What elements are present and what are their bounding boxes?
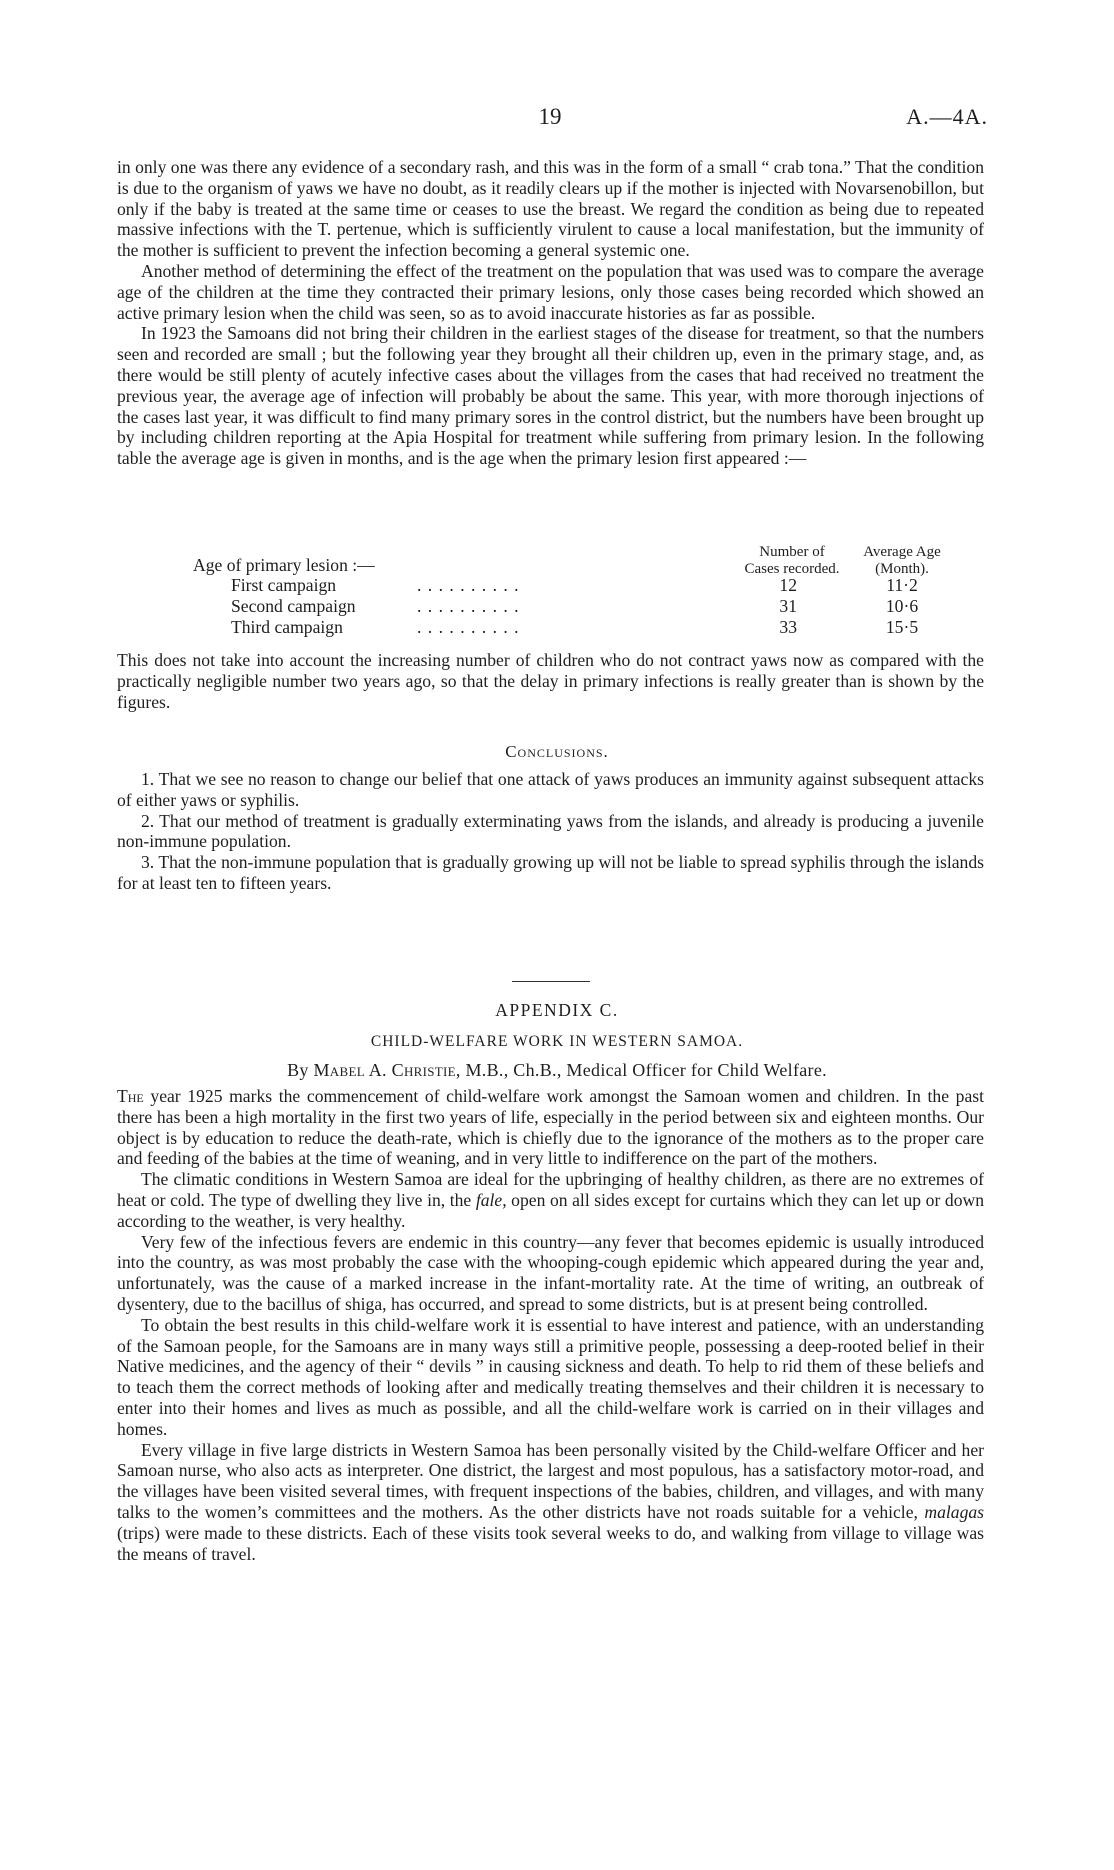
conclusions-list <box>117 769 984 894</box>
author-byline <box>0 1060 1114 1081</box>
conclusions-heading: Conclusions. <box>505 742 609 761</box>
paragraph-text: year 1925 marks the commencement of child-welfare work amongst the Samoan women and children. In the past there has been a high mortality in the first two years of life, especially in the period between six and eighteen months. Our object is by education to reduce the death-rate, which is chiefly due to the ignorance of the mothers as to the proper care and feeding of the babies at the time of weaning, and in very little to indifference on the part of the mothers. <box>117 1086 984 1169</box>
leader-dots: . . . . . . . . . . <box>417 575 520 595</box>
paragraph-infectious-fevers: Very few of the infectious fevers are endemic in this country—any fever that becomes epidemic is usually introduced into the country, as was most probably the case with the whooping-cough epidemic which appeared during the year and, unfortunately, was the cause of a marked increase in the infant-mortality rate. At the time of writing, an outbreak of dysentery, due to the bacillus of shiga, has occurred, and spread to some districts, but is at present being controlled. <box>117 1231 984 1314</box>
page-number: 19 <box>538 104 562 129</box>
byline-prefix: By <box>287 1060 309 1080</box>
age-column-header <box>852 544 952 578</box>
cases-column-header <box>732 544 852 578</box>
paragraph-secondary-rash: in only one was there any evidence of a secondary rash, and this was in the form of a small “ crab tona.” That the condition is due to the organism of yaws we have no doubt, as it readily clears up if the mother is injected with Novarsenobillon, but only if the baby is treated at the same time or ceases to use the breast. We regard the condition as being due to repeated massive infections with the T. pertenue, which is sufficiently virulent to cause a local manifestation, but the immunity of the mother is sufficient to prevent the infection becoming a general systemic one. <box>117 157 984 261</box>
paragraph-year-1925 <box>117 1086 984 1169</box>
table-row-heading: Age of primary lesion :— <box>193 555 375 575</box>
paragraph-text: The climatic conditions in Western Samoa are ideal for the upbringing of healthy children, as there are no extremes of heat or cold. The type of dwelling they live in, the <box>117 1169 984 1210</box>
table-row <box>117 575 984 596</box>
campaign-label: Third campaign <box>231 617 343 637</box>
paragraph-village-visits <box>117 1440 984 1565</box>
paragraph-1923-samoans: In 1923 the Samoans did not bring their children in the earliest stages of the disease for treatment, so that the numbers seen and recorded are small ; but the following year they brought all their children up, even in the primary stage, and, as there would be still plenty of acutely infective cases about the villages from the cases that had received no treatment the previous year, the average age of infection will probably be about the same. This year, with more thorough injections of the cases last year, it was difficult to find many primary sores in the control district, but the numbers have been brought up by including children reporting at the Apia Hospital for treatment while suffering from primary lesion. In the following table the average age is given in months, and is the age when the primary lesion first appeared :— <box>117 323 984 469</box>
document-reference: A.—4A. <box>906 104 988 129</box>
leader-dots: . . . . . . . . . . <box>417 617 520 637</box>
page-header <box>0 104 1114 138</box>
age-value: 11·2 <box>886 575 918 595</box>
yaws-report-text <box>117 157 984 469</box>
article-title: CHILD-WELFARE WORK IN WESTERN SAMOA. <box>370 1033 744 1050</box>
age-header-line-2: (Month). <box>875 561 929 577</box>
italic-term: fale, <box>475 1189 507 1210</box>
cases-value: 33 <box>779 617 797 637</box>
cases-header-line-1: Number of <box>759 544 825 560</box>
paragraph-climatic-conditions <box>117 1169 984 1231</box>
paragraph-text: Every village in five large districts in Western Samoa has been personally visited by the Child-welfare Officer and her Samoan nurse, who also acts as interpreter. One district, the largest and most populous, has a satisfactory motor-road, and the villages have been visited several times, with frequent inspections of the babies, children, and villages, and with many talks to the women’s committees and the mothers. As the other districts have not roads suitable for a vehicle, <box>117 1439 984 1522</box>
table-row <box>117 617 984 638</box>
paragraph-delay-infections: This does not take into account the increasing number of children who do not contract yaws now as compared with the practically negligible number two years ago, so that the delay in primary infections is really greater than is shown by the figures. <box>117 650 984 712</box>
cases-value: 12 <box>779 575 797 595</box>
campaign-label: Second campaign <box>231 596 356 616</box>
author-name: Mabel A. Christie, <box>313 1060 461 1080</box>
child-welfare-text <box>117 1086 984 1564</box>
table-row <box>117 596 984 617</box>
leader-dots: . . . . . . . . . . <box>417 596 520 616</box>
lead-word: The <box>117 1086 144 1106</box>
section-divider <box>512 981 590 982</box>
paragraph-average-age-method: Another method of determining the effect of the treatment on the population that was used was to compare the average age of the children at the time they contracted their primary lesions, only those cases being recorded which showed an active primary lesion when the child was seen, so as to avoid inaccurate histories as far as possible. <box>117 260 984 323</box>
primary-lesion-age-table <box>117 537 984 637</box>
paragraph-best-results: To obtain the best results in this child-welfare work it is essential to have interest and patience, with an understanding of the Samoan people, for the Samoans are in many ways still a primitive people, possessing a deep-rooted belief in their Native medicines, and the agency of their “ devils ” in causing sickness and death. To help to rid them of these beliefs and to teach them the correct methods of looking after and medically treating themselves and their children it is necessary to enter into their homes and lives as much as possible, and all the child-welfare work is carried on in their villages and homes. <box>117 1314 984 1439</box>
conclusion-item: 1. That we see no reason to change our belief that one attack of yaws produces an immunity against subsequent attacks of either yaws or syphilis. <box>117 769 984 810</box>
age-value: 10·6 <box>885 596 919 616</box>
conclusion-item: 2. That our method of treatment is gradually exterminating yaws from the islands, and already is producing a juvenile non-immune population. <box>117 810 984 852</box>
figures-note <box>117 650 984 712</box>
conclusion-item: 3. That the non-immune population that is gradually growing up will not be liable to spread syphilis through the islands for at least ten to fifteen years. <box>117 852 984 893</box>
author-credentials: M.B., Ch.B., Medical Officer for Child Welfare. <box>465 1060 827 1080</box>
paragraph-text: open on all sides except for curtains which they can let up or down according to the weather, is very healthy. <box>117 1189 984 1231</box>
age-value: 15·5 <box>885 617 919 637</box>
cases-header-line-2: Cases recorded. <box>744 561 840 577</box>
cases-value: 31 <box>779 596 797 616</box>
age-header-line-1: Average Age <box>863 544 941 560</box>
appendix-heading: APPENDIX C. <box>495 1000 619 1020</box>
paragraph-text: (trips) were made to these districts. Each of these visits took several weeks to do, and walking from village to village was the means of travel. <box>117 1522 984 1564</box>
campaign-label: First campaign <box>231 575 337 595</box>
italic-term: malagas <box>924 1501 985 1522</box>
